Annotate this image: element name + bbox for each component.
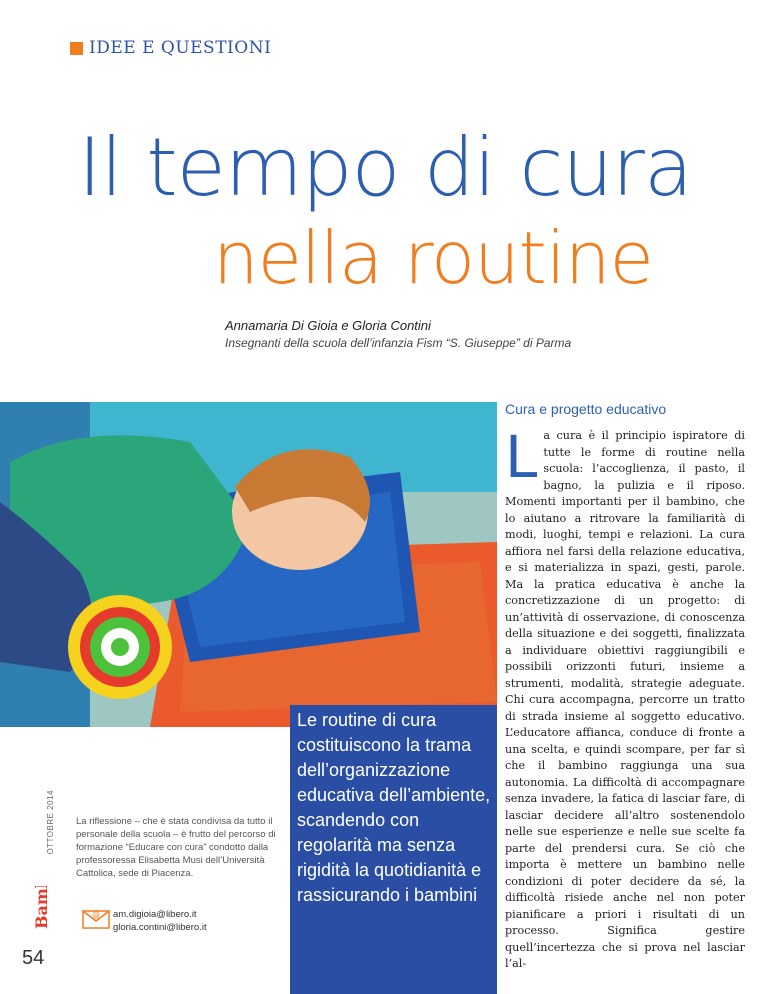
svg-text:@: @ xyxy=(92,910,100,919)
title-line-2: nella routine xyxy=(213,216,653,300)
page-number: 54 xyxy=(22,947,45,969)
email-list xyxy=(113,908,207,934)
pullquote-text: Le routine di cura costituiscono la trama dell’organizzazione educativa dell’ambiente, scandendo con regolarità ma senza rigidità la quotidianità e rassicurando i bambini xyxy=(297,710,491,905)
article-text: a cura è il principio ispiratore di tutte le forme di routine nella scuola: l’accoglienza, il pasto, il bagno, la pulizia e il riposo. Momenti importanti per il bambino, che lo aiutano a ritrovare la familiarità di modi, luoghi, tempi e relazioni. La cura affiora nel farsi della relazione educativa, e si materializza in spazi, gesti, parole. Ma la pratica educativa è anche la concretizzazione di un progetto: di un’attività di osservazione, di conoscenza della situazione e dei soggetti, finalizzata a individuare obiettivi raggiungibili e possibili orizzonti futuri, insieme a strumenti, modalità, strategie adeguate. Chi cura accompagna, percorre un tratto di strada insieme al soggetto educativo. L’educatore affianca, conduce di fronte a una scelta, e quindi scompare, per far sì che il bambino raggiunga una sua autonomia. La difficoltà di accompagnare senza invadere, la fatica di lasciar fare, di lasciar decidere all’altro sostenendolo nelle sue esperienze e nelle sue scelte fa parte del prendersi cura. Se ciò che importa è mettere un bambino nelle condizioni di poter decidere da sé, la difficoltà risiede anche nel non poter pianificare a priori i risultati di un processo. Significa gestire quell’incertezza che si prova nel lasciar l’al- xyxy=(505,429,745,970)
authors: Annamaria Di Gioia e Gloria Contini xyxy=(225,318,431,333)
issue-date xyxy=(46,790,60,900)
article-body xyxy=(505,423,745,973)
svg-text:Bambini: Bambini xyxy=(32,886,51,929)
email-2[interactable]: gloria.contini@libero.it xyxy=(113,922,207,933)
affiliation: Insegnanti della scuola dell’infanzia Fism “S. Giuseppe” di Parma xyxy=(225,336,572,350)
column-heading: Cura e progetto educativo xyxy=(505,401,667,417)
sleeping-child-photo xyxy=(0,402,497,727)
title-line-1: Il tempo di cura xyxy=(78,121,692,214)
caption: La riflessione – che è stata condivisa da tutto il personale della scuola – è frutto del percorso di formazione “Educare con cura” condotto dalla professoressa Elisabetta Musi dell’Università Cattolica, sede di Piacenza. xyxy=(76,816,276,879)
photo-illustration xyxy=(0,402,497,727)
issue-date-text: OTTOBRE 2014 xyxy=(46,790,55,855)
section-label: IDEE E QUESTIONI xyxy=(89,38,272,58)
section-tag xyxy=(70,38,271,58)
mail-icon xyxy=(82,906,110,930)
bambini-logo xyxy=(22,886,62,936)
section-square-icon xyxy=(70,42,83,55)
dropcap: L xyxy=(505,423,538,491)
email-1[interactable]: am.digioia@libero.it xyxy=(113,909,197,920)
